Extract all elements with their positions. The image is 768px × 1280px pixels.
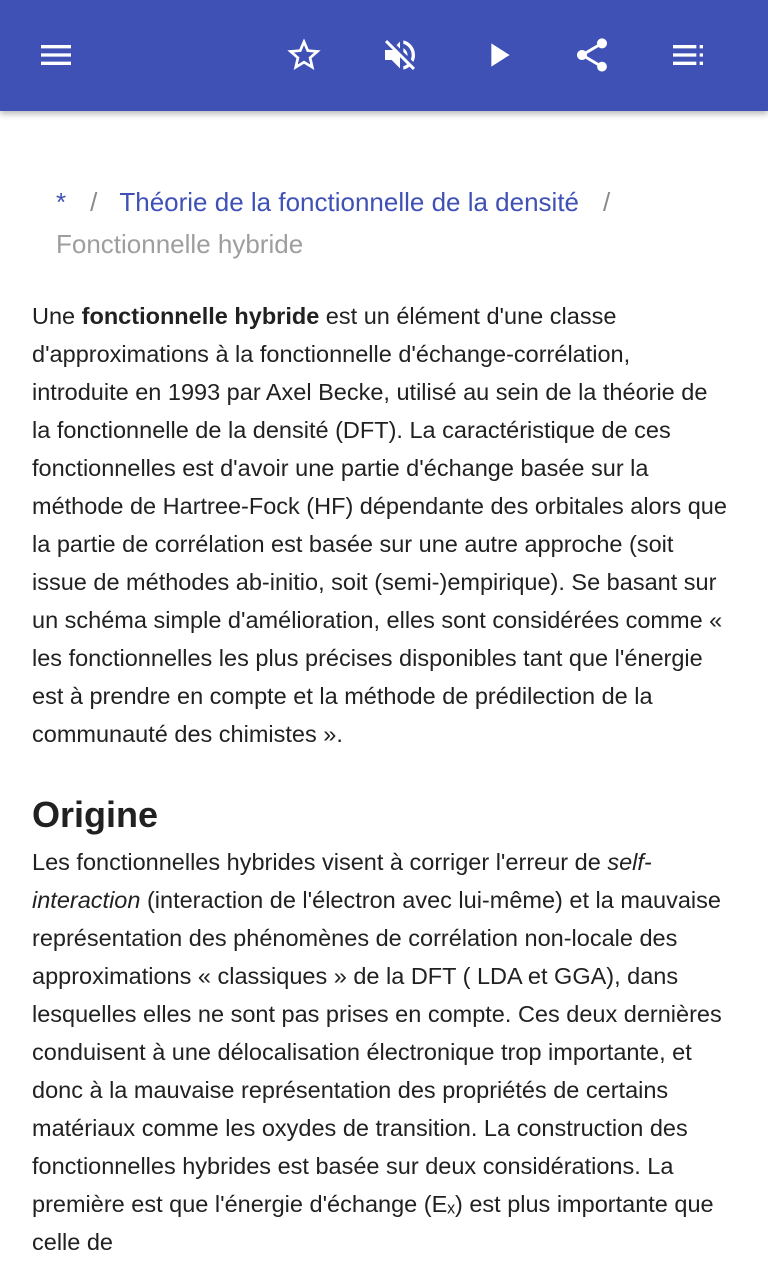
menu-button[interactable] — [24, 23, 88, 87]
breadcrumb-separator: / — [90, 187, 98, 217]
origin-lead-text: Les fonctionnelles hybrides visent à corriger l'erreur de — [32, 849, 608, 875]
breadcrumb-current: Fonctionnelle hybride — [56, 229, 304, 259]
mute-button[interactable] — [368, 23, 432, 87]
share-button[interactable] — [560, 23, 624, 87]
intro-lead-text: Une — [32, 303, 82, 329]
breadcrumb-home-link[interactable]: * — [56, 187, 67, 217]
playlist-icon — [668, 35, 708, 75]
menu-icon — [36, 35, 76, 75]
breadcrumb — [56, 181, 716, 265]
app-toolbar — [0, 0, 768, 111]
volume-off-icon — [380, 35, 420, 75]
star-icon — [284, 35, 324, 75]
breadcrumb-separator: / — [603, 187, 611, 217]
article-body — [32, 297, 732, 1261]
section-heading-origine: Origine — [32, 794, 159, 835]
toc-button[interactable] — [656, 23, 720, 87]
intro-bold-term: fonctionnelle hybride — [81, 303, 320, 329]
content-area[interactable] — [0, 111, 768, 1280]
breadcrumb-parent-link[interactable]: Théorie de la fonctionnelle de la densité — [119, 187, 580, 217]
favorite-button[interactable] — [272, 23, 336, 87]
origin-body-text: (interaction de l'électron avec lui-même) et la mauvaise représentation des phénomènes de corrélation non-locale des approximations « classiques » de la DFT ( LDA et GGA), dans lesquelles elles ne sont pas prises en compte. Ces deux dernières conduisent à une délocalisation électronique trop importante, et donc à la mauvaise représentation des propriétés de certains matériaux comme les oxydes de transition. La construction des fonctionnelles hybrides est basée sur deux considérations. La première est que l'énergie d'échange (Eₓ) est plus importante que celle de — [32, 887, 722, 1255]
play-button[interactable] — [466, 23, 530, 87]
intro-paragraph — [32, 297, 732, 753]
play-icon — [478, 35, 518, 75]
origin-italic-term: self-interaction — [32, 849, 652, 913]
origin-paragraph — [32, 843, 732, 1261]
intro-body-text: est un élément d'une classe d'approximations à la fonctionnelle d'échange-corrélation, introduite en 1993 par Axel Becke, utilisé au sein de la théorie de la fonctionnelle de la densité (DFT). La caractéristique de ces fonctionnelles est d'avoir une partie d'échange basée sur la méthode de Hartree-Fock (HF) dépendante des orbitales alors que la partie de corrélation est basée sur une autre approche (soit issue de méthodes ab-initio, soit (semi-)empirique). Se basant sur un schéma simple d'amélioration, elles sont considérées comme « les fonctionnelles les plus précises disponibles tant que l'énergie est à prendre en compte et la méthode de prédilection de la communauté des chimistes ». — [32, 303, 727, 747]
share-icon — [572, 35, 612, 75]
